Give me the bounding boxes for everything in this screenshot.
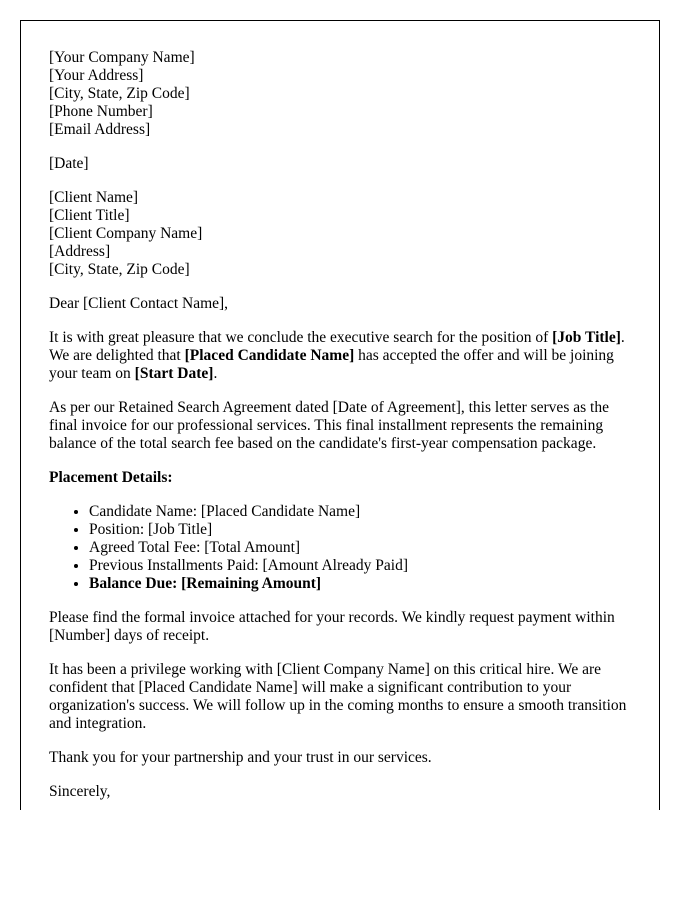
- intro-text-1: It is with great pleasure that we conclude the executive search for the position of: [49, 329, 553, 346]
- list-item: • Candidate Name: [Placed Candidate Name]: [89, 503, 639, 521]
- thanks-paragraph: Thank you for your partnership and your trust in our services.: [49, 749, 432, 766]
- sender-phone: [Phone Number]: [49, 103, 153, 120]
- invoice-paragraph: Please find the formal invoice attached for your records. We kindly request payment within [Number] days of receipt.: [49, 609, 615, 644]
- intro-text-3: has accepted the offer and will be joining your team on: [49, 347, 614, 382]
- letter-date: [Date]: [49, 155, 89, 172]
- closing: Sincerely,: [49, 783, 111, 800]
- recipient-title: [Client Title]: [49, 207, 130, 224]
- intro-candidate-name: [Placed Candidate Name]: [184, 347, 355, 364]
- letter-content: [49, 49, 639, 810]
- recipient-address: [Address]: [49, 243, 111, 260]
- salutation: Dear [Client Contact Name],: [49, 295, 229, 312]
- recipient-company: [Client Company Name]: [49, 225, 203, 242]
- list-item-balance-due: [89, 575, 639, 593]
- sender-block: [49, 49, 639, 139]
- balance-due-text: Balance Due: [Remaining Amount]: [89, 575, 322, 592]
- intro-text-4: .: [213, 365, 218, 382]
- sender-company: [Your Company Name]: [49, 49, 195, 66]
- recipient-block: [49, 189, 639, 279]
- recipient-name: [Client Name]: [49, 189, 139, 206]
- sender-email: [Email Address]: [49, 121, 151, 138]
- list-item: • Agreed Total Fee: [Total Amount]: [89, 539, 639, 557]
- intro-start-date: [Start Date]: [134, 365, 214, 382]
- list-item: • Previous Installments Paid: [Amount Already Paid]: [89, 557, 639, 575]
- intro-paragraph: [49, 329, 639, 383]
- sender-address: [Your Address]: [49, 67, 144, 84]
- recipient-city-state-zip: [City, State, Zip Code]: [49, 261, 190, 278]
- list-item: • Position: [Job Title]: [89, 521, 639, 539]
- intro-text-2: . We are delighted that: [49, 329, 625, 364]
- placement-heading-text: Placement Details:: [49, 469, 173, 486]
- placement-details-list: [49, 503, 639, 593]
- privilege-paragraph: It has been a privilege working with [Client Company Name] on this critical hire. We are confident that [Placed Candidate Name] will make a significant contribution to your organization's success. We will follow up in the coming months to ensure a smooth transition and integration.: [49, 661, 627, 732]
- intro-job-title: [Job Title]: [552, 329, 621, 346]
- agreement-paragraph: As per our Retained Search Agreement dated [Date of Agreement], this letter serves as the final invoice for our professional services. This final installment represents the remaining balance of the total search fee based on the candidate's first-year compensation package.: [49, 399, 609, 452]
- placement-heading: [49, 469, 639, 487]
- letter-page: [20, 20, 660, 810]
- sender-city-state-zip: [City, State, Zip Code]: [49, 85, 190, 102]
